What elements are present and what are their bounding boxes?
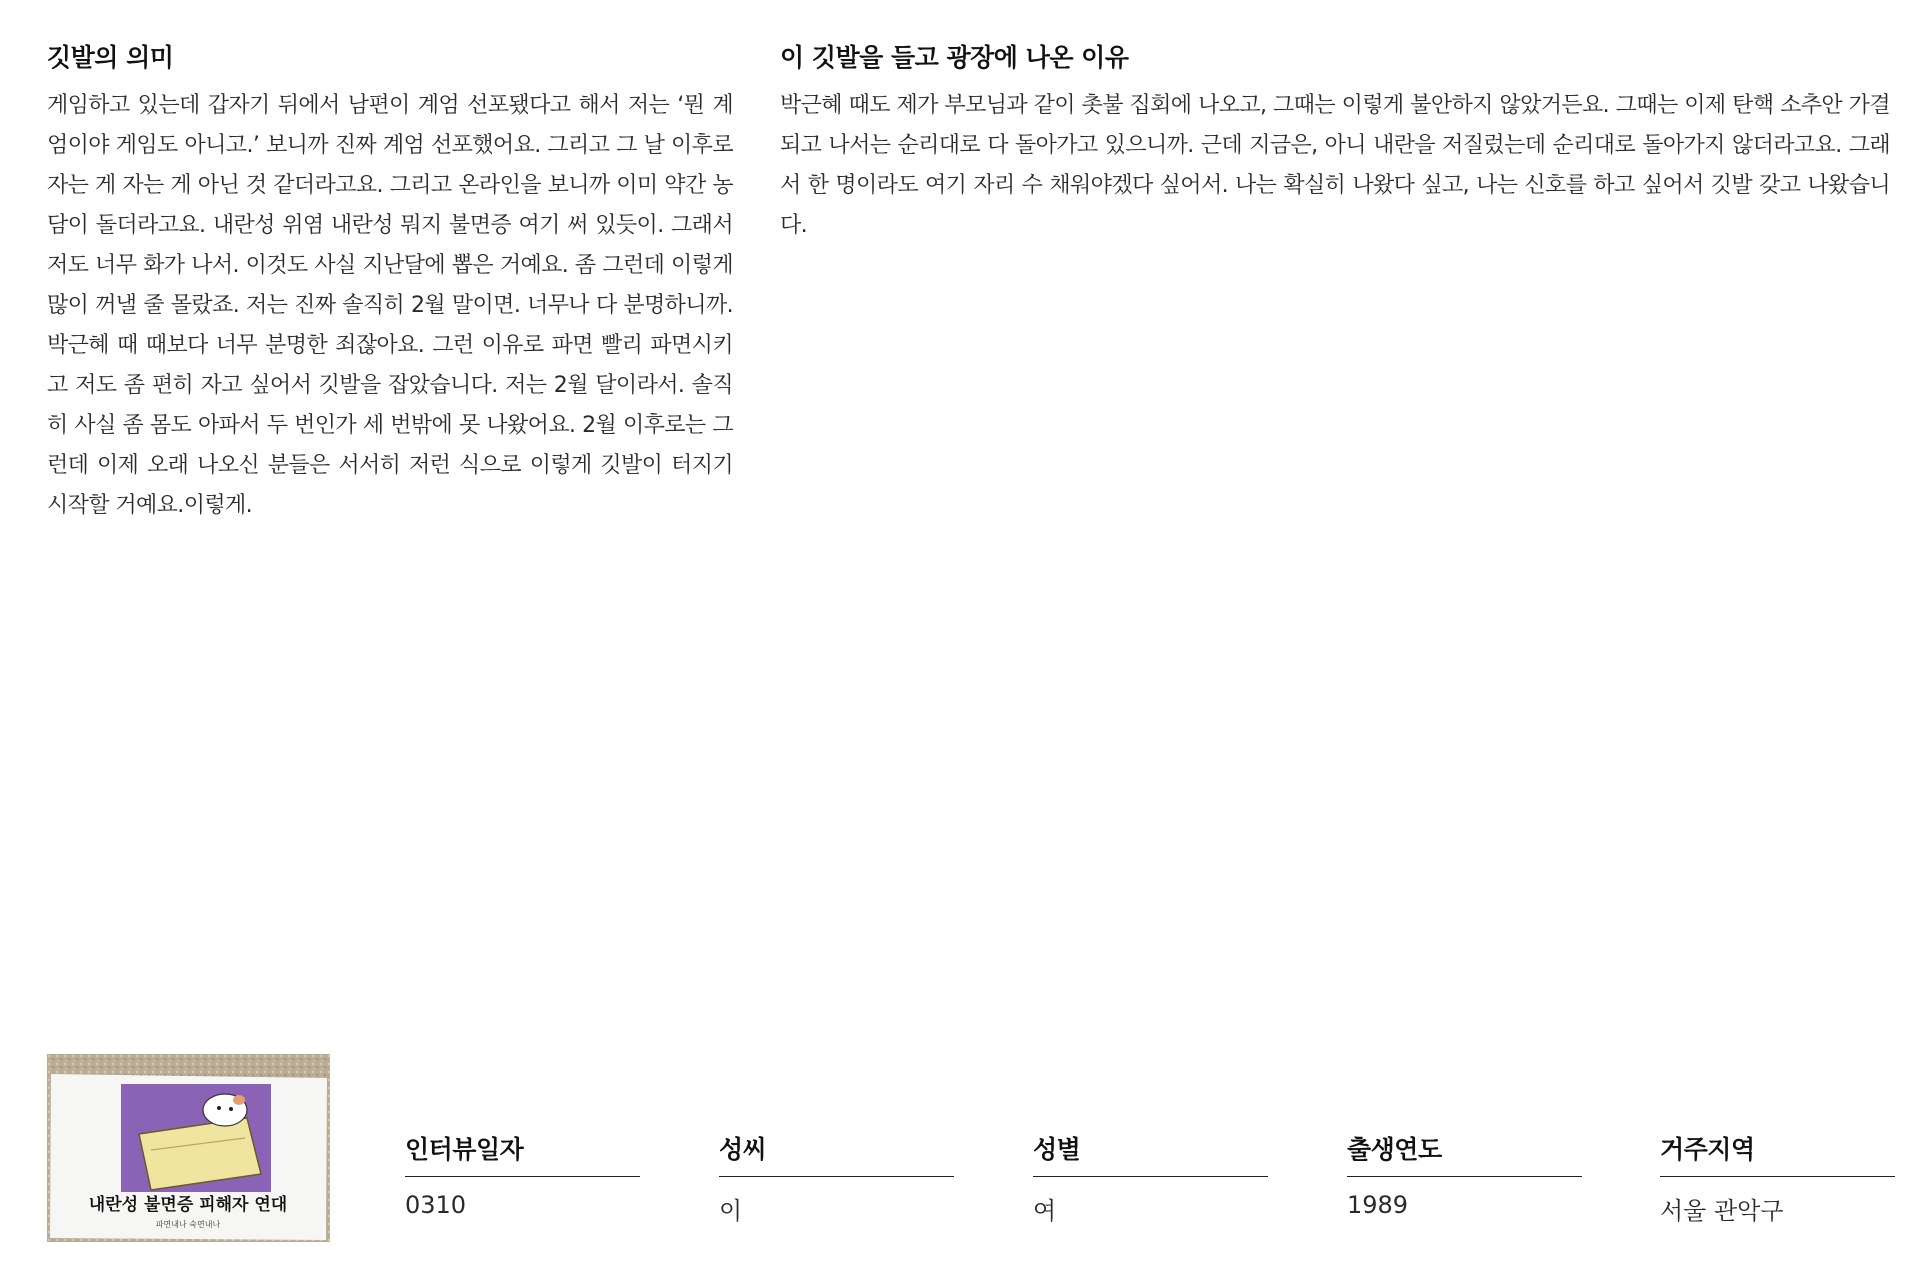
meta-surname — [719, 1130, 954, 1226]
section-body: 게임하고 있는데 갑자기 뒤에서 남편이 계엄 선포됐다고 해서 저는 ‘뭔 계엄이야 게임도 아니고.’ 보니까 진짜 계엄 선포했어요. 그리고 그 날 이후로 자는 게 자는 게 아닌 것 같더라고요. 그리고 온라인을 보니까 이미 약간 농담이 돌더라고요. 내란성 위염 내란성 뭐지 불면증 여기 써 있듯이. 그래서 저도 너무 화가 나서. 이것도 사실 지난달에 뽑은 거예요. 좀 그런데 이렇게 많이 꺼낼 줄 몰랐죠. 저는 진짜 솔직히 2월 말이면. 너무나 다 분명하니까. 박근혜 때 때보다 너무 분명한 죄잖아요. 그런 이유로 파면 빨리 파면시키고 저도 좀 편히 자고 싶어서 깃발을 잡았습니다. 저는 2월 달이라서. 솔직히 사실 좀 몸도 아파서 두 번인가 세 번밖에 못 나왔어요. 2월 이후로는 그런데 이제 오래 나오신 분들은 서서히 저런 식으로 이렇게 깃발이 터지기 시작할 거예요.이렇게. — [47, 93, 733, 518]
character-eye — [229, 1107, 233, 1111]
meta-value: 1989 — [1347, 1191, 1409, 1219]
section-body: 박근혜 때도 제가 부모님과 같이 촛불 집회에 나오고, 그때는 이렇게 불안하지 않았거든요. 그때는 이제 탄핵 소추안 가결되고 나서는 순리대로 다 돌아가고 있으니까. 근데 지금은, 아니 내란을 저질렀는데 순리대로 돌아가지 않더라고요. 그래서 한 명이라도 여기 자리 수 채워야겠다 싶어서. 나는 확실히 나왔다 싶고, 나는 신호를 하고 싶어서 깃발 갖고 나왔습니다. — [780, 93, 1890, 238]
section-title: 이 깃발을 들고 광장에 나온 이유 — [780, 43, 1129, 72]
section-title: 깃발의 의미 — [47, 43, 174, 72]
section-flag-meaning — [47, 40, 733, 526]
meta-birth-year — [1347, 1130, 1582, 1219]
flag-photo[interactable] — [47, 1054, 330, 1242]
meta-label: 성별 — [1033, 1130, 1268, 1177]
meta-label: 출생연도 — [1347, 1130, 1582, 1177]
flag-sub-text: 파면내나 숙면내나 — [155, 1220, 221, 1229]
meta-value: 서울 관악구 — [1660, 1197, 1784, 1225]
section-reason — [780, 40, 1890, 246]
meta-value: 이 — [719, 1197, 743, 1225]
character-eye — [217, 1106, 221, 1110]
meta-interview-date — [405, 1130, 640, 1219]
character-ear — [233, 1095, 245, 1105]
meta-gender — [1033, 1130, 1268, 1226]
meta-residence — [1660, 1130, 1895, 1226]
meta-value: 여 — [1033, 1197, 1057, 1225]
flag-main-text: 내란성 불면증 피해자 연대 — [88, 1195, 288, 1215]
meta-value: 0310 — [405, 1191, 467, 1219]
meta-label: 거주지역 — [1660, 1130, 1895, 1177]
meta-label: 성씨 — [719, 1130, 954, 1177]
meta-label: 인터뷰일자 — [405, 1130, 640, 1177]
